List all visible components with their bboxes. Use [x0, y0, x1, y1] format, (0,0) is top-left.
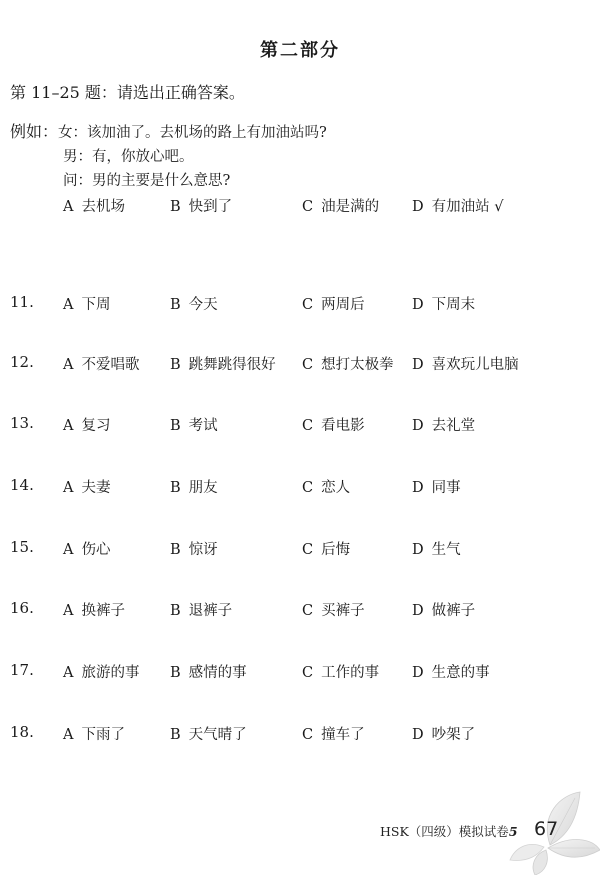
example-option-c: C 油是满的	[302, 199, 380, 215]
option-c: C 想打太极拳	[302, 357, 394, 373]
question-number: 11.	[10, 293, 34, 311]
question-number: 16.	[10, 599, 34, 617]
option-a: A 下雨了	[63, 727, 125, 743]
question-17	[0, 661, 600, 685]
question-15	[0, 538, 600, 562]
question-14	[0, 476, 600, 500]
option-b: B 感情的事	[170, 665, 247, 681]
example-option-b: B 快到了	[170, 199, 233, 215]
option-c: C 后悔	[302, 542, 351, 558]
page-number: 67	[534, 818, 559, 840]
option-d: D 喜欢玩儿电脑	[412, 357, 519, 373]
question-number: 13.	[10, 414, 34, 432]
option-a: A 下周	[63, 297, 111, 313]
option-b: B 惊讶	[170, 542, 218, 558]
option-a: A 伤心	[63, 542, 111, 558]
option-a: A 换裤子	[63, 603, 125, 619]
exam-volume: 5	[508, 824, 518, 839]
option-b: B 天气晴了	[170, 727, 247, 743]
example-question: 问：男的主要是什么意思?	[63, 173, 231, 189]
example-man: 男：有，你放心吧。	[63, 149, 194, 165]
question-16	[0, 599, 600, 623]
example-prefix: 例如：	[10, 122, 59, 141]
question-18	[0, 723, 600, 747]
footer-exam-label	[380, 822, 518, 840]
question-number: 18.	[10, 723, 34, 741]
question-number: 14.	[10, 476, 34, 494]
option-d: D 吵架了	[412, 727, 476, 743]
option-b: B 跳舞跳得很好	[170, 357, 276, 373]
option-c: C 看电影	[302, 418, 365, 434]
option-c: C 工作的事	[302, 665, 380, 681]
option-a: A 夫妻	[63, 480, 111, 496]
instruction: 第 11–25 题：请选出正确答案。	[10, 83, 245, 102]
question-number: 17.	[10, 661, 34, 679]
option-d: D 下周末	[412, 297, 476, 313]
option-b: B 退裤子	[170, 603, 233, 619]
option-d: D 生气	[412, 542, 461, 558]
example-woman: 女：该加油了。去机场的路上有加油站吗?	[58, 125, 327, 141]
example-options	[0, 195, 600, 219]
option-b: B 今天	[170, 297, 218, 313]
option-a: A 旅游的事	[63, 665, 140, 681]
question-number: 15.	[10, 538, 34, 556]
option-d: D 生意的事	[412, 665, 490, 681]
option-d: D 去礼堂	[412, 418, 476, 434]
question-13	[0, 414, 600, 438]
option-c: C 恋人	[302, 480, 351, 496]
question-11	[0, 293, 600, 317]
question-12	[0, 353, 600, 377]
example-option-d: D 有加油站 √	[412, 199, 504, 215]
example-option-a: A 去机场	[63, 199, 125, 215]
option-c: C 两周后	[302, 297, 365, 313]
option-c: C 买裤子	[302, 603, 365, 619]
option-c: C 撞车了	[302, 727, 365, 743]
option-a: A 不爱唱歌	[63, 357, 140, 373]
option-d: D 同事	[412, 480, 461, 496]
option-b: B 朋友	[170, 480, 218, 496]
option-d: D 做裤子	[412, 603, 476, 619]
option-b: B 考试	[170, 418, 218, 434]
option-a: A 复习	[63, 418, 111, 434]
page-title: 第二部分	[260, 40, 340, 61]
exam-label: HSK（四级）模拟试卷	[380, 824, 509, 839]
question-number: 12.	[10, 353, 34, 371]
example-woman-line	[10, 119, 327, 142]
